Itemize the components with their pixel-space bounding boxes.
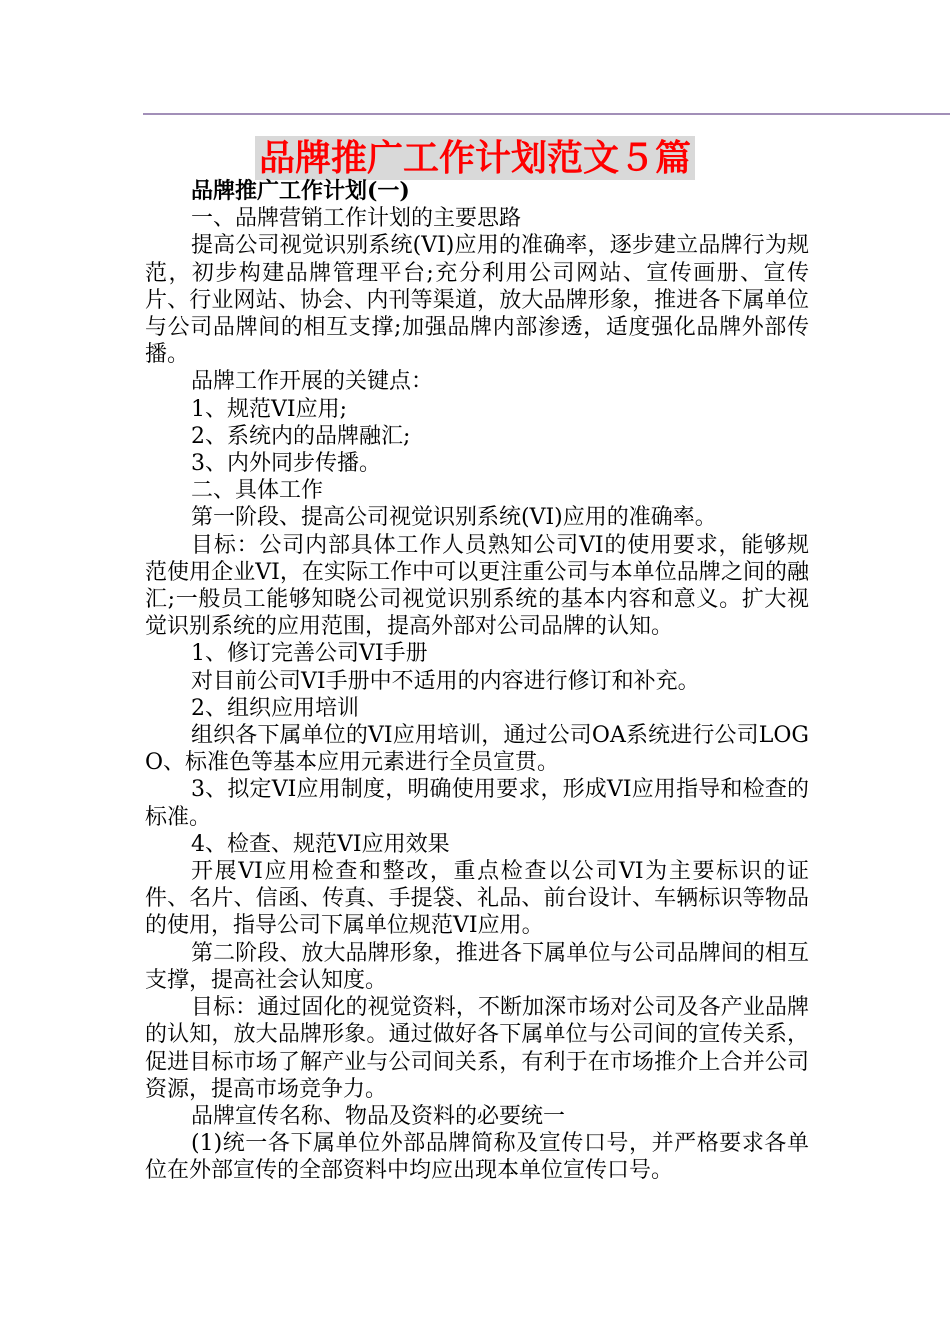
paragraph: 品牌工作开展的关键点：	[191, 369, 434, 395]
paragraph: 2、组织应用培训	[191, 695, 359, 721]
paragraph: 提高公司视觉识别系统(VI)应用的准确率，逐步建立品牌行为规范，初步构建品牌管理平台;充分利用公司网站、宣传画册、宣传片、行业网站、协会、内刊等渠道，放大品牌形象，推进各下属单位与公司品牌间的相互支撑;加强品牌内部渗透，适度强化品牌外部传播。	[145, 233, 809, 368]
paragraph: 品牌宣传名称、物品及资料的必要统一	[191, 1103, 566, 1129]
paragraph: 一、品牌营销工作计划的主要思路	[191, 206, 522, 232]
section-heading: 品牌推广工作计划(一)	[191, 178, 410, 204]
paragraph: 开展VI应用检查和整改，重点检查以公司VI为主要标识的证件、名片、信函、传真、手提袋、礼品、前台设计、车辆标识等物品的使用，指导公司下属单位规范VI应用。	[145, 859, 809, 939]
paragraph: 组织各下属单位的VI应用培训，通过公司OA系统进行公司LOGO、标准色等基本应用元素进行全员宣贯。	[145, 723, 809, 776]
paragraph: 4、检查、规范VI应用效果	[191, 831, 450, 857]
paragraph: 目标：通过固化的视觉资料，不断加深市场对公司及各产业品牌的认知，放大品牌形象。通过做好各下属单位与公司间的宣传关系，促进目标市场了解产业与公司间关系，有利于在市场推介上合并公司资源，提高市场竞争力。	[145, 995, 809, 1102]
paragraph: 3、内外同步传播。	[191, 451, 381, 477]
paragraph: 对目前公司VI手册中不适用的内容进行修订和补充。	[191, 668, 700, 694]
paragraph: 1、修订完善公司VI手册	[191, 641, 428, 667]
document-title: 品牌推广工作计划范文５篇	[255, 136, 695, 180]
title-container	[0, 136, 950, 180]
paragraph: 1、规范VI应用;	[191, 396, 347, 422]
paragraph: (1)统一各下属单位外部品牌简称及宣传口号，并严格要求各单位在外部宣传的全部资料中均应出现本单位宣传口号。	[145, 1131, 809, 1184]
paragraph: 目标：公司内部具体工作人员熟知公司VI的使用要求，能够规范使用企业VI，在实际工作中可以更注重公司与本单位品牌之间的融汇;一般员工能够知晓公司视觉识别系统的基本内容和意义。扩大视觉识别系统的应用范围，提高外部对公司品牌的认知。	[145, 532, 809, 640]
paragraph: 第一阶段、提高公司视觉识别系统(VI)应用的准确率。	[191, 505, 717, 531]
header-rule	[143, 113, 950, 115]
document-body	[145, 178, 809, 1185]
paragraph: 3、拟定VI应用制度，明确使用要求，形成VI应用指导和检查的标准。	[145, 777, 809, 830]
paragraph: 二、具体工作	[191, 478, 324, 504]
paragraph: 第二阶段、放大品牌形象，推进各下属单位与公司品牌间的相互支撑，提高社会认知度。	[145, 940, 809, 993]
paragraph: 2、系统内的品牌融汇;	[191, 423, 411, 449]
